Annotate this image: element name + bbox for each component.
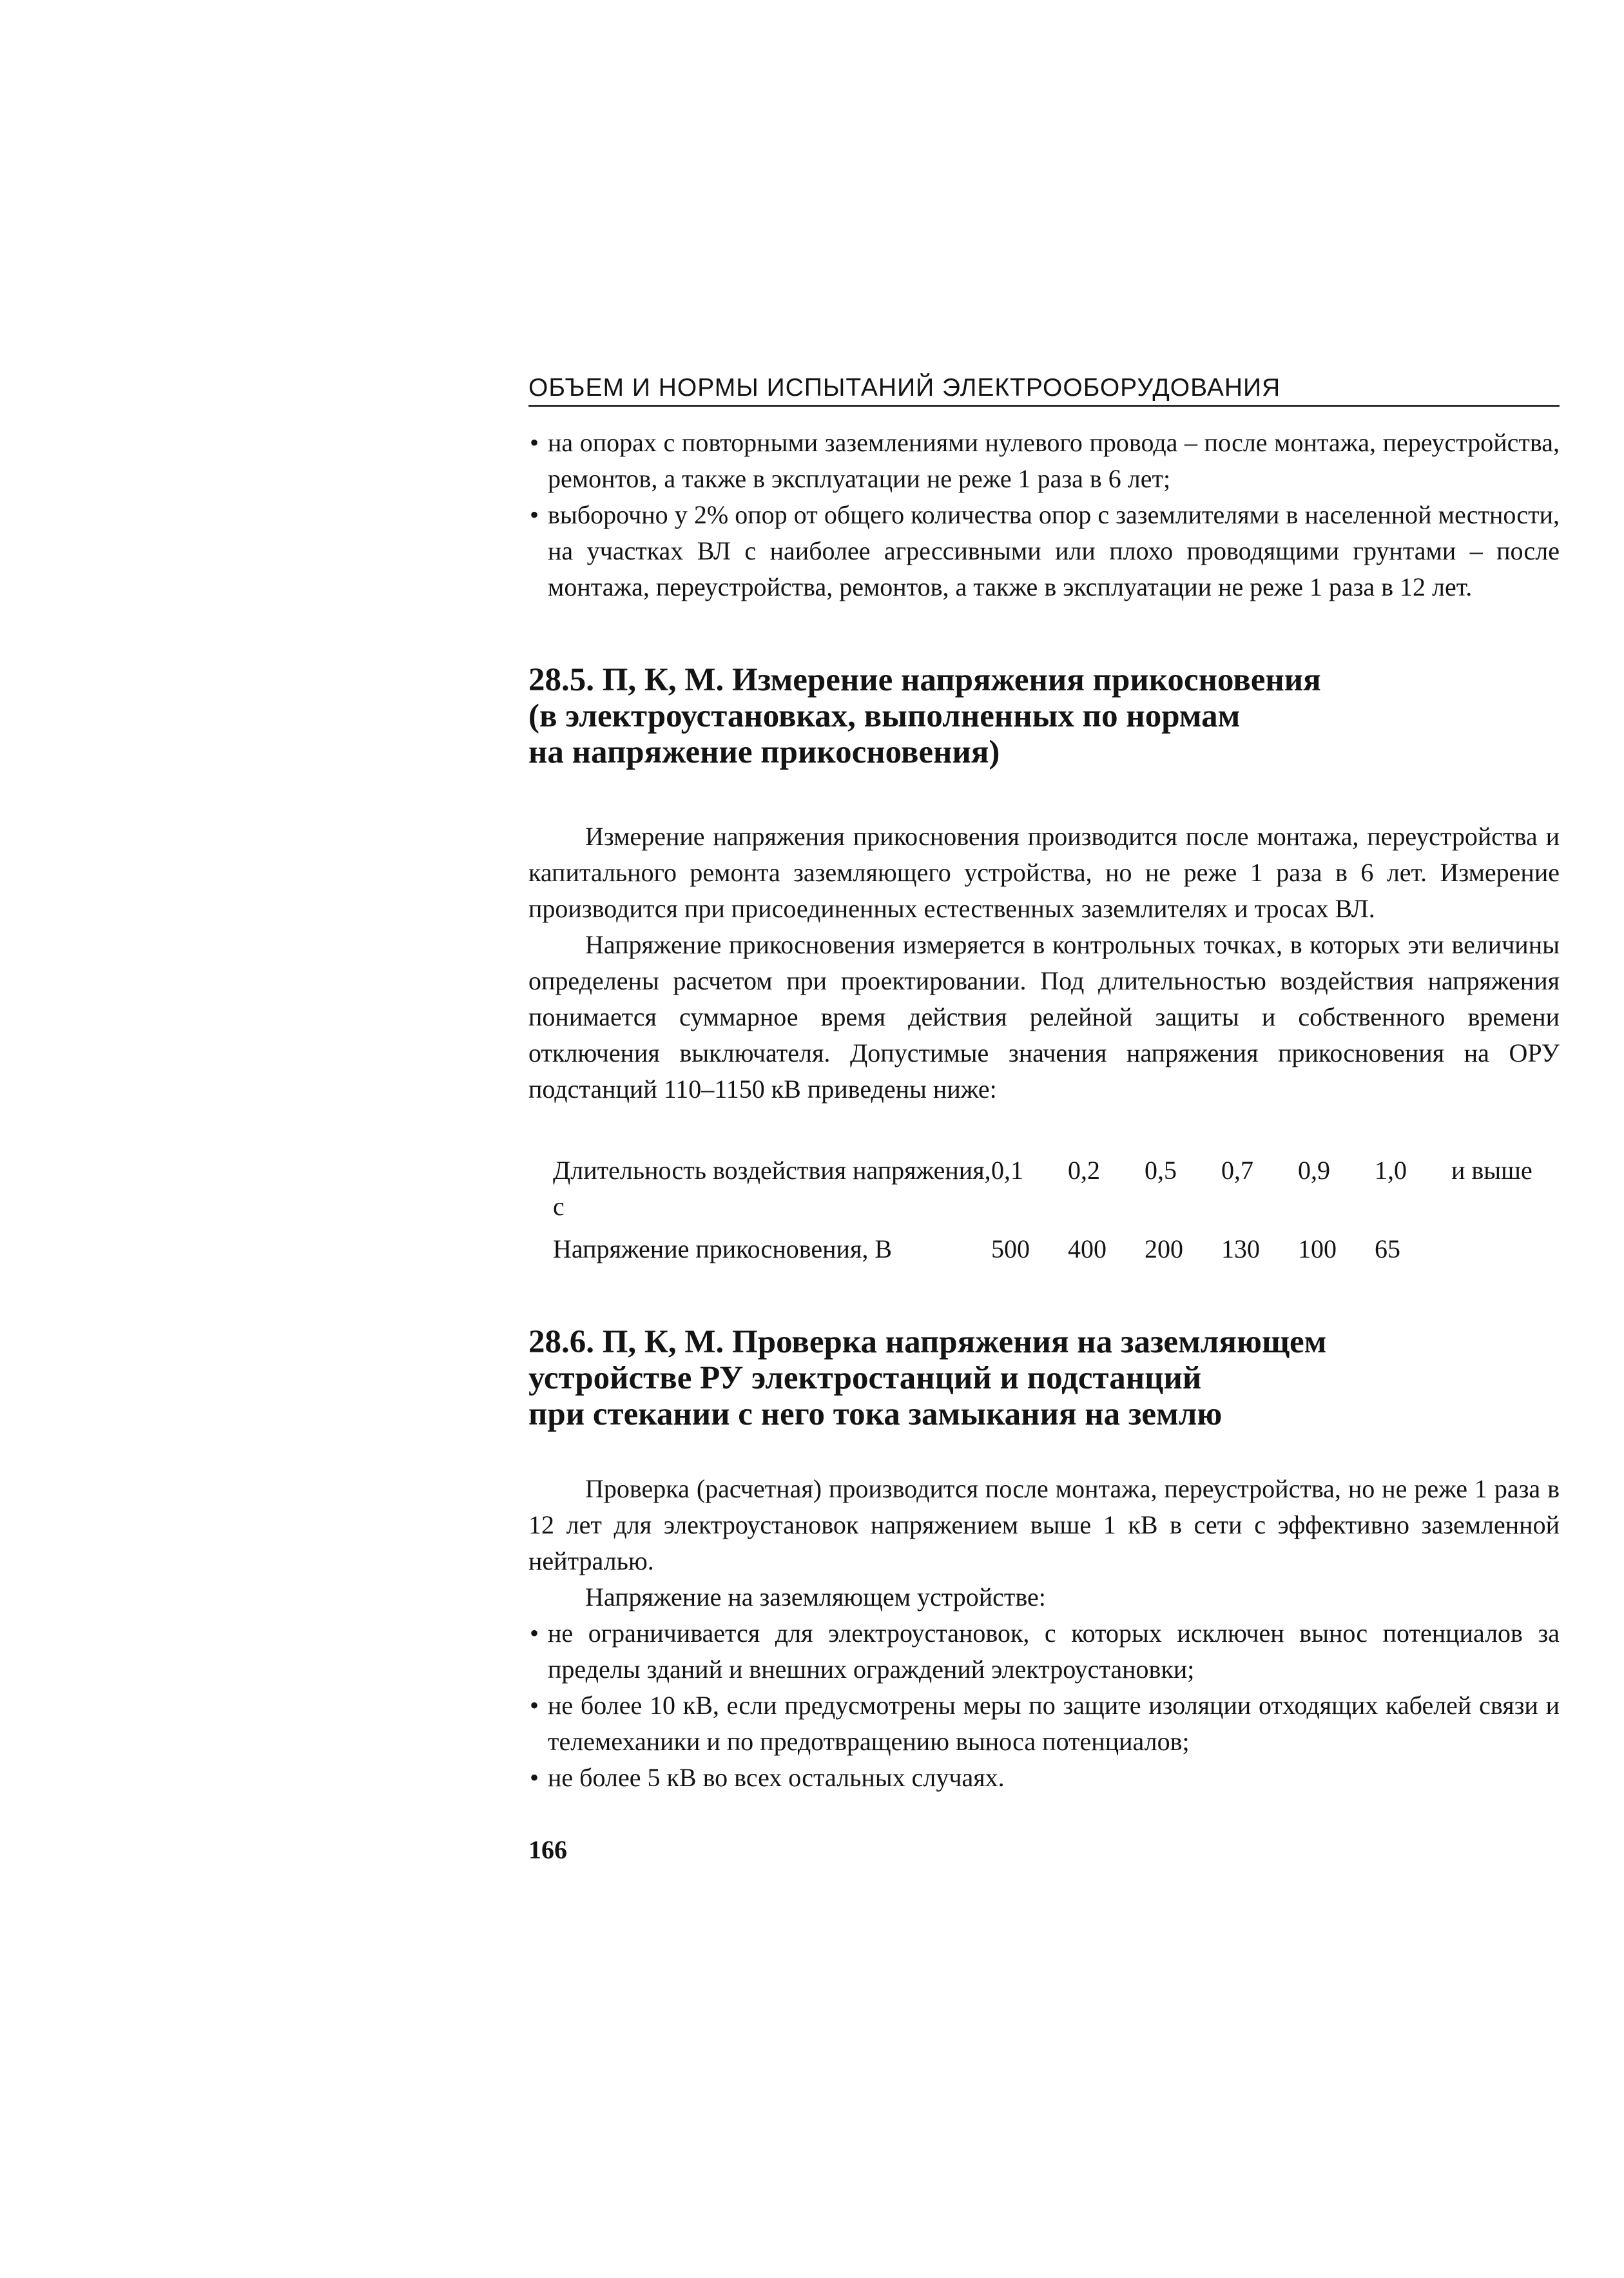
list-item [528,497,1560,605]
page-number: 166 [528,1835,567,1864]
document-page [528,374,1560,1865]
list-item [528,425,1560,497]
bullet-icon: • [530,1619,539,1648]
section-28-5-title [528,662,1560,770]
table-cell: 0,9 [1298,1156,1330,1185]
table-cell: 200 [1145,1234,1183,1263]
list-item-text: выборочно у 2% опор от общего количества опор с заземлителями в населенной местности, на участках ВЛ с наиболее агрессивными или плохо проводящими грунтами – после монтажа, переустройства, ремонтов, а также в эксплуатации не реже 1 раза в 12 лет. [548,500,1560,601]
paragraph: Напряжение прикосновения измеряется в контрольных точках, в которых эти величины определены расчетом при проектировании. Под длительностью воздействия напряжения понимается суммарное время действия релейной защиты и собственного времени отключения выключателя. Допустимые значения напряжения прикосновения на ОРУ подстанций 110–1150 кВ приведены ниже: [528,930,1560,1104]
table-cell: 130 [1221,1234,1260,1263]
table-cell: 0,7 [1221,1156,1253,1185]
section-title-line: на напряжение прикосновения) [528,734,1000,770]
bullet-icon: • [530,1763,539,1792]
table-cell: 0,2 [1068,1156,1100,1185]
table-row [553,1153,1532,1225]
paragraph: Напряжение на заземляющем устройстве: [585,1582,1046,1611]
list-item [528,1760,1560,1796]
table-cell: 400 [1068,1234,1107,1263]
table-cell: 0,1 [991,1156,1023,1185]
list-item-text: не более 5 кВ во всех остальных случаях. [548,1763,1005,1792]
list-item-text: не более 10 кВ, если предусмотрены меры по защите изоляции отходящих кабелей связи и телемеханики и по предотвращению выноса потенциалов; [548,1691,1560,1756]
table-cell: 65 [1375,1234,1400,1263]
section-title-line: 28.5. П, К, М. Измерение напряжения прикосновения [528,662,1321,698]
section-28-6-title [528,1324,1560,1432]
touch-voltage-table [553,1153,1532,1267]
section-title-line: (в электроустановках, выполненных по нормам [528,698,1241,734]
running-header: ОБЪЕМ И НОРМЫ ИСПЫТАНИЙ ЭЛЕКТРООБОРУДОВАНИЯ [528,374,1560,407]
list-item [528,1615,1560,1688]
bullet-icon: • [530,500,539,529]
table-cell: 100 [1298,1234,1337,1263]
section-28-6-bullet-list [528,1615,1560,1796]
bullet-icon: • [530,428,539,457]
table-cell: 500 [991,1234,1030,1263]
section-title-line: при стекании с него тока замыкания на землю [528,1396,1223,1432]
table-cell: 1,0 [1375,1156,1407,1185]
list-item-text: на опорах с повторными заземлениями нулевого провода – после монтажа, переустройства, ремонтов, а также в эксплуатации не реже 1 раза в 6 лет; [548,428,1560,493]
table-row [553,1225,1532,1267]
table-row-label: Длительность воздействия напряжения, с [553,1156,991,1221]
intro-bullet-list [528,425,1560,605]
table-cell: и выше [1451,1156,1532,1185]
bullet-icon: • [530,1691,539,1720]
paragraph: Проверка (расчетная) производится после монтажа, переустройства, но не реже 1 раза в 12 лет для электроустановок напряжением выше 1 кВ в сети с эффективно заземленной нейтралью. [528,1474,1560,1575]
table-row-label: Напряжение прикосновения, В [553,1234,893,1263]
section-title-line: устройстве РУ электростанций и подстанций [528,1360,1202,1396]
list-item [528,1688,1560,1760]
paragraph: Измерение напряжения прикосновения производится после монтажа, переустройства и капитального ремонта заземляющего устройства, но не реже 1 раза в 6 лет. Измерение производится при присоединенных естественных заземлителях и тросах ВЛ. [528,822,1560,923]
table-cell: 0,5 [1145,1156,1177,1185]
section-title-line: 28.6. П, К, М. Проверка напряжения на заземляющем [528,1324,1327,1360]
list-item-text: не ограничивается для электроустановок, с которых исключен вынос потенциалов за пределы зданий и внешних ограждений электроустановки; [548,1619,1560,1684]
